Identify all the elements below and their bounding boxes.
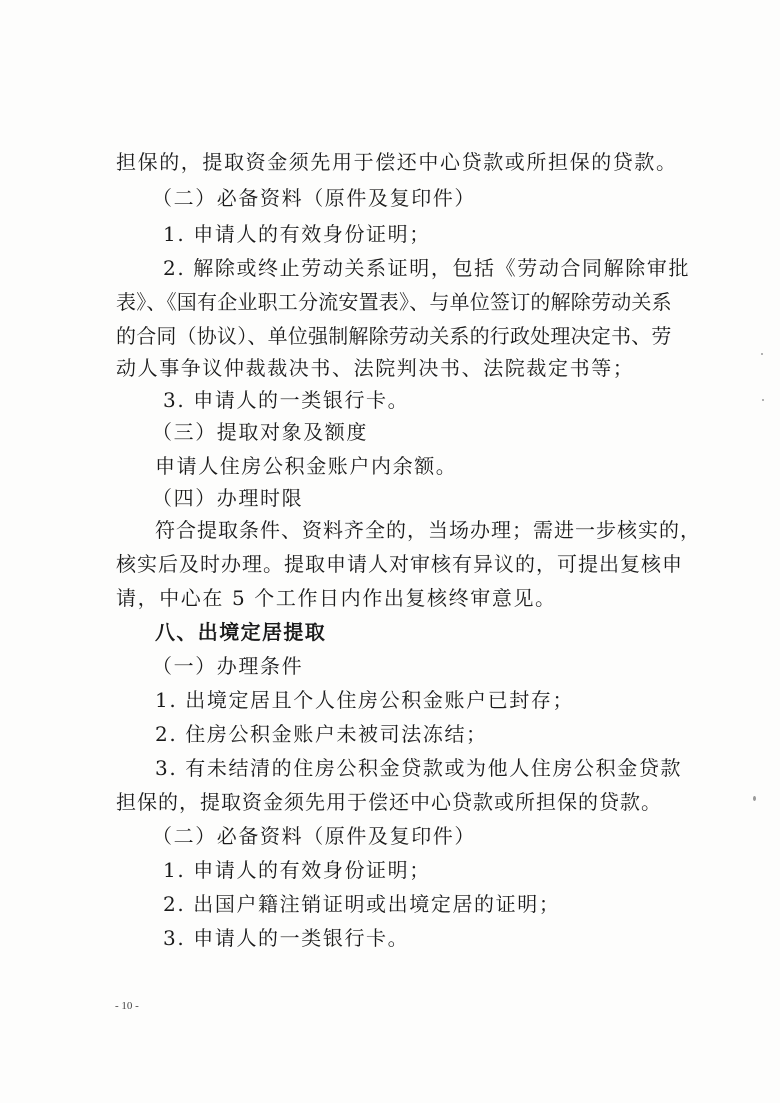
text-line: 3. 有未结清的住房公积金贷款或为他人住房公积金贷款 [155, 756, 683, 780]
text-line: 3. 申请人的一类银行卡。 [163, 926, 410, 950]
text-line: 的合同（协议）、单位强制解除劳动关系的行政处理决定书、劳 [116, 324, 672, 348]
page-number: - 10 - [115, 1000, 139, 1012]
text-line: 2. 出国户籍注销证明或出境定居的证明； [163, 892, 561, 916]
text-line: 表》、《国有企业职工分流安置表》、与单位签订的解除劳动关系 [116, 290, 672, 314]
text-line: （二）必备资料（原件及复印件） [152, 186, 476, 210]
text-line: 申请人住房公积金账户内余额。 [155, 454, 458, 478]
text-line: 1. 申请人的有效身份证明； [163, 858, 431, 882]
text-line: （二）必备资料（原件及复印件） [152, 824, 476, 848]
text-line: 核实后及时办理。提取申请人对审核有异议的，可提出复核申 [116, 552, 683, 576]
text-line: 担保的，提取资金须先用于偿还中心贷款或所担保的贷款。 [116, 790, 662, 814]
text-line: （四）办理时限 [152, 486, 304, 510]
scan-speck [753, 796, 756, 801]
scan-speck [762, 399, 764, 401]
text-line: 动人事争议仲裁裁决书、法院判决书、法院裁定书等； [116, 356, 635, 380]
text-line: 担保的，提取资金须先用于偿还中心贷款或所担保的贷款。 [116, 150, 678, 174]
text-line: 3. 申请人的一类银行卡。 [163, 388, 410, 412]
section-heading: 八、出境定居提取 [155, 620, 327, 644]
text-line: （一）办理条件 [152, 654, 304, 678]
text-line: （三）提取对象及额度 [152, 420, 368, 444]
text-line: 2. 解除或终止劳动关系证明，包括《劳动合同解除审批 [163, 256, 691, 280]
text-line: 符合提取条件、资料齐全的，当场办理；需进一步核实的， [155, 518, 701, 542]
text-line: 2. 住房公积金账户未被司法冻结； [155, 722, 488, 746]
scan-speck [761, 353, 763, 355]
text-line: 1. 申请人的有效身份证明； [163, 222, 431, 246]
text-line: 请，中心在 5 个工作日内作出复核终审意见。 [116, 586, 557, 610]
text-line: 1. 出境定居且个人住房公积金账户已封存； [155, 688, 575, 712]
